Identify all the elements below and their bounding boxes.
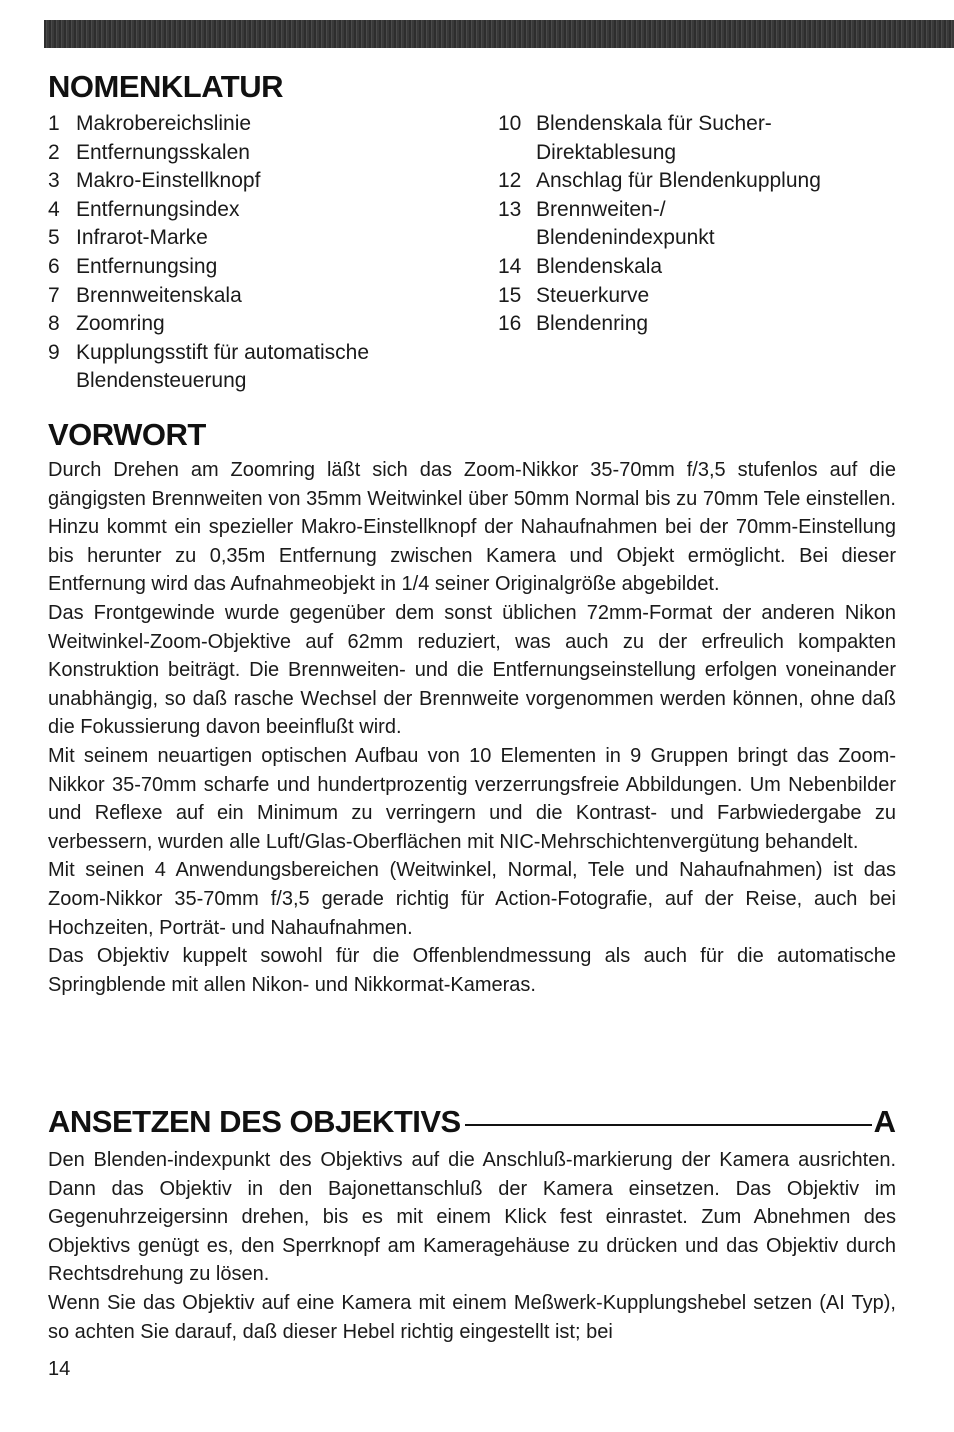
list-item: 15 Steuerkurve: [498, 283, 650, 307]
heading-vorwort: VORWORT: [48, 417, 206, 452]
paragraph: Das Objektiv kuppelt sowohl für die Offenblendmessung als auch für die automatische Springblende mit allen Nikon- und Nikkormat-Kameras.: [48, 945, 896, 996]
paragraph: Den Blenden-indexpunkt des Objektivs auf die Anschluß-markierung der Kamera ausrichten. Dann das Objektiv in den Bajonettanschluß der Kamera einsetzen. Das Objektiv im Gegenuhrzeigersinn drehen, bis es mit einem Klick fest einrastet. Zum Abnehmen des Objektivs genügt es, den Sperrknopf am Kameragehäuse zu drücken und das Objektiv durch Rechtsdrehung zu lösen.: [48, 1149, 896, 1286]
heading-nomenklatur: NOMENKLATUR: [48, 69, 284, 104]
paragraph: Mit seinen 4 Anwendungsbereichen (Weitwinkel, Normal, Tele und Nahaufnahmen) ist das Zoom-Nikkor 35-70mm f/3,5 gerade richtig für Action-Fotografie, auf der Reise, auch bei Hochzeiten, Porträt- und Nahaufnahmen.: [48, 859, 896, 939]
nomenclature-list-right: [498, 110, 918, 339]
page-number: 14: [48, 1358, 71, 1380]
list-item: 5 Infrarot-Marke: [48, 226, 208, 250]
paragraph: Wenn Sie das Objektiv auf eine Kamera mit einem Meßwerk-Kupplungshebel setzen (AI Typ), so achten Sie darauf, daß dieser Hebel richtig eingestellt ist; bei: [48, 1291, 896, 1343]
top-dark-bar: [44, 20, 954, 48]
section-title: ANSETZEN DES OBJEKTIVS: [48, 1104, 461, 1139]
vorwort-body: [48, 456, 896, 999]
list-item: 10 Blendenskala für Sucher- Direktablesung: [498, 112, 772, 164]
list-item: 2 Entfernungsskalen: [48, 140, 250, 164]
heading-ansetzen: [48, 1104, 896, 1140]
list-item: 9 Kupplungsstift für automatische Blendensteuerung: [48, 340, 369, 393]
ansetzen-body: [48, 1146, 896, 1346]
list-item: 14 Blendenskala: [498, 254, 663, 278]
section-letter: A: [873, 1104, 896, 1139]
list-item: 7 Brennweitenskala: [48, 283, 242, 307]
list-item: 8 Zoomring: [48, 312, 165, 336]
list-item: 1 Makrobereichslinie: [48, 112, 252, 135]
list-item: 6 Entfernungsing: [48, 254, 218, 278]
paragraph: Das Frontgewinde wurde gegenüber dem sonst üblichen 72mm-Format der anderen Nikon Weitwinkel-Zoom-Objektive auf 62mm reduziert, was auch zu der erfreulich kompakten Konstruktion beiträgt. Die Brennweiten- und die Entfernungseinstellung erfolgen voneinander unabhängig, so daß rasche Wechsel der Brennweite vorgenommen werden können, ohne daß die Fokussierung davon beeinflußt wird.: [48, 601, 896, 739]
nomenclature-list-left: [48, 110, 478, 396]
list-item: 12 Anschlag für Blendenkupplung: [498, 169, 821, 193]
paragraph: Durch Drehen am Zoomring läßt sich das Zoom-Nikkor 35-70mm f/3,5 stufenlos auf die gängigsten Brennweiten von 35mm Weitwinkel über 50mm Normal bis zu 70mm Tele einstellen. Hinzu kommt ein spezieller Makro-Einstellknopf der Nahaufnahmen bei der 70mm-Einstellung bis herunter zu 0,35m Entfernung zwischen Kamera und Objekt ermöglicht. Bei dieser Entfernung wird das Aufnahmeobjekt in 1/4 seiner Originalgröße abgebildet.: [48, 459, 896, 596]
list-item: 4 Entfernungsindex: [48, 197, 240, 221]
heading-rule: [465, 1124, 872, 1126]
list-item: 3 Makro-Einstellknopf: [48, 169, 261, 193]
list-item: 16 Blendenring: [498, 312, 649, 336]
paragraph: Mit seinem neuartigen optischen Aufbau von 10 Elementen in 9 Gruppen bringt das Zoom-Nikkor 35-70mm scharfe und hundertprozentig verzerrungsfreie Abbildungen. Um Nebenbilder und Reflexe auf ein Minimum zu verringern und die Kontrast- und Farbwiedergabe zu verbessern, wurden alle Luft/Glas-Oberflächen mit NIC-Mehrschichtenvergütung behandelt.: [48, 744, 896, 853]
list-item: 13 Brennweiten-/ Blendenindexpunkt: [498, 197, 715, 250]
